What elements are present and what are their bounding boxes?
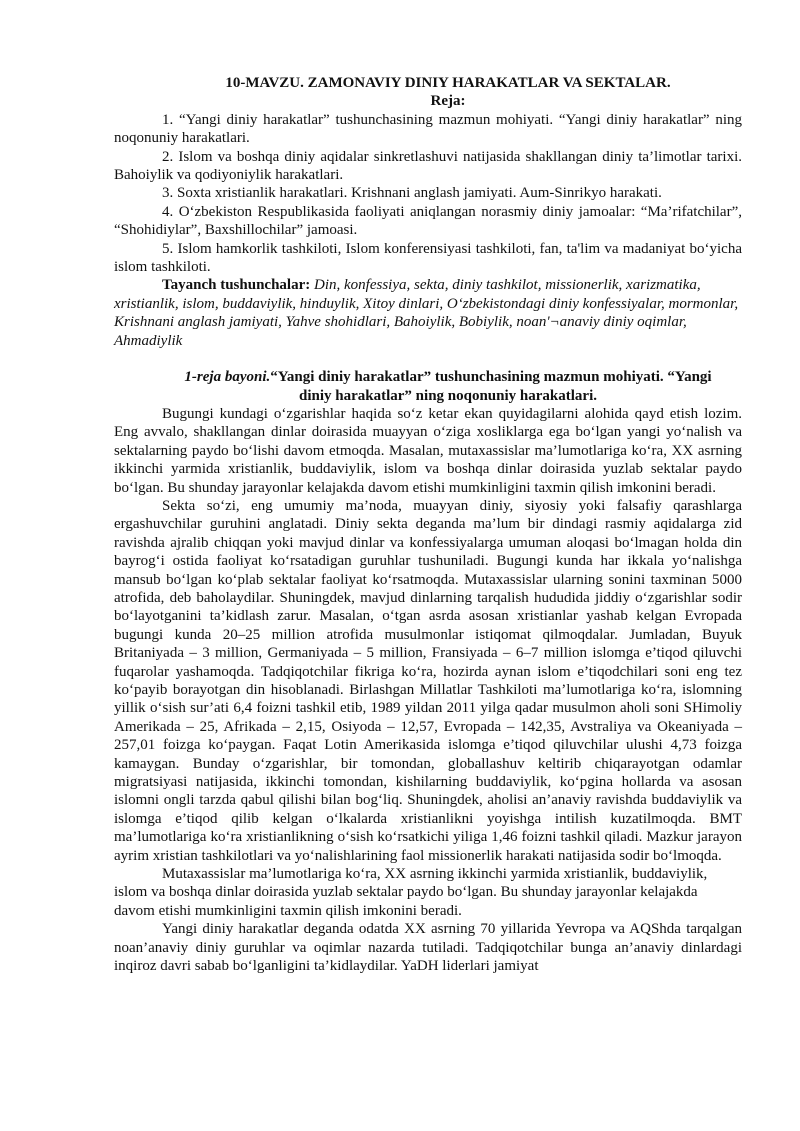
keywords-label: Tayanch tushunchalar: bbox=[162, 277, 311, 294]
plan-item-3: 3. Soxta xristianlik harakatlari. Krishnani anglash jamiyati. Aum-Sinrikyo harakati. bbox=[162, 185, 662, 202]
body-paragraph-1: Bugungi kundagi o‘zgarishlar haqida so‘z ketar ekan quyidagilarni alohida qayd etish lozim. Eng avvalo, shakllangan dinlar doirasida muayyan o‘ziga xosliklarga ega bo‘lgan yangi yo‘nalish va sektalarning paydo bo‘lishi davom etmoqda. Masalan, mutaxassislar ma’lumotlariga ko‘ra, XX asrning ikkinchi yarmida xristianlik, buddaviylik, islom va boshqa dinlar doirasida yuzlab sektalar paydo bo‘lgan. Bu shunday jarayonlar kelajakda davom etishi mumkinligini taxmin qilish imkonini beradi. bbox=[114, 405, 742, 496]
section-heading bbox=[114, 368, 742, 405]
section-title: “Yangi diniy harakatlar” tushunchasining mazmun mohiyati. “Yangi diniy harakatlar” ning noqonuniy harakatlari. bbox=[270, 369, 712, 404]
body-paragraph-3: Mutaxassislar ma’lumotlariga ko‘ra, XX asrning ikkinchi yarmida xristianlik, buddaviylik, islom va boshqa dinlar doirasida yuzlab sektalar paydo bo‘lgan. Bu shunday jarayonlar kelajakda davom etishi mumkinligini taxmin qilish imkonini beradi. bbox=[114, 866, 708, 919]
plan-item-4: 4. O‘zbekiston Respublikasida faoliyati aniqlangan norasmiy diniy jamoalar: “Ma’rifatchilar”, “Shohidiylar”, Baxshillochilar” jamoasi. bbox=[114, 203, 742, 239]
section-lead: 1-reja bayoni. bbox=[184, 369, 271, 386]
plan-item-2: 2. Islom va boshqa diniy aqidalar sinkretlashuvi natijasida shakllangan diniy ta’limotlar tarixi. Bahoiylik va qodiyoniylik harakatlari. bbox=[114, 148, 742, 184]
keywords-text: Din, konfessiya, sekta, diniy tashkilot, missionerlik, xarizmatika, xristianlik, islom, buddaviylik, hinduylik, Xitoy dinlari, O‘zbekistondagi diniy konfessiyalar, mormonlar, Krishnani anglash jamiyati, Yahve shohidlari, Bahoiylik, Bobiylik, noan'¬anaviy diniy oqimlar, Ahmadiylik bbox=[114, 277, 739, 349]
document-page bbox=[114, 74, 742, 976]
plan-item-1: 1. “Yangi diniy harakatlar” tushunchasining mazmun mohiyati. “Yangi diniy harakatlar” ning noqonuniy harakatlari. bbox=[114, 111, 742, 147]
document-title: 10-MAVZU. ZAMONAVIY DINIY HARAKATLAR VA SEKTALAR. bbox=[225, 75, 671, 91]
keywords-paragraph bbox=[114, 276, 742, 350]
plan-item-5: 5. Islom hamkorlik tashkiloti, Islom konferensiyasi tashkiloti, fan, ta'lim va madaniyat bo‘yicha islom tashkiloti. bbox=[114, 240, 742, 276]
plan-label: Reja: bbox=[430, 93, 466, 110]
body-paragraph-4: Yangi diniy harakatlar deganda odatda XX asrning 70 yillarida Yevropa va AQShda tarqalgan noan’anaviy diniy guruhlar va oqimlar nazarda tutiladi. Tadqiqotchilar bunga an’anaviy dinlardagi inqiroz davri sabab bo‘lganligini ta’kidlaydilar. YaDH liderlari jamiyat bbox=[114, 921, 742, 975]
body-paragraph-2: Sekta so‘zi, eng umumiy ma’noda, muayyan diniy, siyosiy yoki falsafiy qarashlarga ergashuvchilar guruhini anglatadi. Diniy sekta deganda ma’lum bir dindagi rasmiy aqidalarga zid ravishda ajralib chiqqan yoki mavjud dinlar va konfessiyalarga umuman aloqasi bo‘lmagan holda din bayrog‘i ostida faoliyat ko‘rsatadigan guruhlar tushuniladi. Bugungi kunda har ikkala yo‘nalishga mansub bo‘lgan ko‘plab sektalar faoliyat ko‘rsatmoqda. Mutaxassislar ularning sonini taxminan 5000 atrofida, deb baholaydilar. Shuningdek, mavjud dinlarning tarqalish hududida jiddiy o‘zgarishlar sodir bo‘layotganini ta’kidlash zarur. Masalan, o‘tgan asrda asosan xristianlar yashab kelgan Evropada bugungi kunda 20–25 million atrofida musulmonlar istiqomat qilmoqdalar. Jumladan, Buyuk Britaniyada – 3 million, Germaniyada – 5 million, Fransiyada – 6–7 million islomga e’tiqod qiluvchi fuqarolar yashamoqda. Tadqiqotchilar fikriga ko‘ra, hozirda aynan islom e’tiqodchilari soni eng tez ko‘payib borayotgan din hisoblanadi. Birlashgan Millatlar Tashkiloti ma’lumotlariga ko‘ra, islomning yillik o‘sish sur’ati 6,4 foizni tashkil etib, 1989 yildan 2011 yilga qadar musulmon aholi soni SHimoliy Amerikada – 25, Afrikada – 2,15, Osiyoda – 12,57, Evropada – 142,35, Avstraliya va Okeaniyada – 257,01 foizga ko‘paygan. Faqat Lotin Amerikasida islomga e’tiqod qiluvchilar ulushi 4,73 foizga kamaygan. Bunday o‘zgarishlar, bir tomondan, globallashuv keltirib chiqarayotgan odamlar migratsiyasi natijasida, ikkinchi tomondan, kishilarning buddaviylik, ko‘pgina hollarda va asosan islomni ongli tarzda qabul qilishi bilan bog‘liq. Shuningdek, aholisi an’anaviy ravishda buddaviylik va islomga e’tiqod qilib kelgan o‘lkalarda xristianlikni yoyishga intilish kuzatilmoqda. BMT ma’lumotlariga ko‘ra xristianlikning o‘sish ko‘rsatkichi yiliga 1,46 foizni tashkil qiladi. Mazkur jarayon ayrim xristian tashkilotlari va yo‘nalishlarining faol missionerlik harakati natijasida sodir bo‘lmoqda. bbox=[114, 497, 742, 864]
